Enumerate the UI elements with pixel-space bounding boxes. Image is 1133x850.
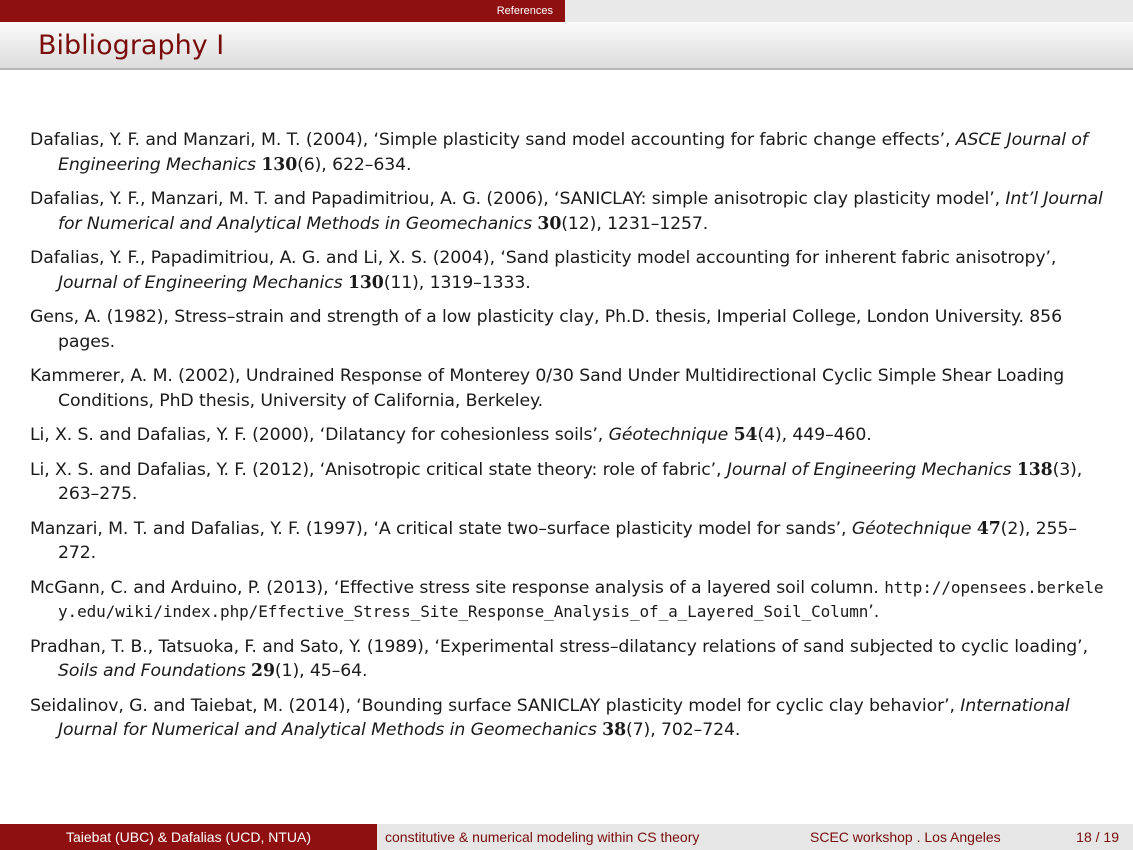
volume-number: 138 (1016, 459, 1053, 480)
footer-venue-page (760, 824, 1133, 850)
reference-url[interactable]: http://opensees.berkeley.edu/wiki/index.php/Effective_Stress_Site_Response_Analysis_of_a_Layered_Soil_Column (58, 577, 1104, 621)
footer-bar (0, 824, 1133, 850)
journal-title: Géotechnique (608, 425, 729, 445)
subsection-nav (565, 0, 1133, 22)
bib-entry: Li, X. S. and Dafalias, Y. F. (2000), ‘Dilatancy for cohesionless soils’, Géotechnique 54(4), 449–460. (30, 425, 872, 445)
footer-authors: Taiebat (UBC) & Dafalias (UCD, NTUA) (0, 824, 377, 850)
bib-entry: Dafalias, Y. F., Manzari, M. T. and Papadimitriou, A. G. (2006), ‘SANICLAY: simple anisotropic clay plasticity model’, Int’l Journal for Numerical and Analytical Methods in Geomechanics 30(12), 1231–1257. (30, 189, 1103, 234)
top-navigation-bar (0, 0, 1133, 22)
bib-entry: Dafalias, Y. F. and Manzari, M. T. (2004), ‘Simple plasticity sand model accounting for fabric change effects’, ASCE Journal of Engineering Mechanics 130(6), 622–634. (30, 130, 1088, 175)
journal-title: Journal of Engineering Mechanics (726, 459, 1012, 480)
volume-number: 38 (602, 720, 627, 740)
journal-title: International Journal for Numerical and Analytical Methods in Geomechanics (58, 695, 1070, 740)
page-title: Bibliography I (38, 30, 225, 61)
journal-title: Int’l Journal for Numerical and Analytical Methods in Geomechanics (58, 189, 1103, 234)
bib-entry: Manzari, M. T. and Dafalias, Y. F. (1997), ‘A critical state two–surface plasticity model for sands’, Géotechnique 47(2), 255–272. (30, 518, 1077, 563)
bibliography-list (30, 128, 1110, 753)
bib-entry: Li, X. S. and Dafalias, Y. F. (2012), ‘Anisotropic critical state theory: role of fabric’, Journal of Engineering Mechanics 138(3), 263–275. (30, 459, 1083, 504)
volume-number: 130 (261, 154, 298, 175)
journal-title: ASCE Journal of Engineering Mechanics (58, 130, 1088, 175)
frame-title-bar (0, 22, 1133, 70)
journal-title: Soils and Foundations (58, 661, 246, 681)
section-nav (0, 0, 565, 22)
journal-title: Journal of Engineering Mechanics (58, 272, 343, 293)
bib-entry: Gens, A. (1982), Stress–strain and strength of a low plasticity clay, Ph.D. thesis, Imperial College, London University. 856 pages. (30, 307, 1062, 352)
bib-entry: Pradhan, T. B., Tatsuoka, F. and Sato, Y. (1989), ‘Experimental stress–dilatancy relations of sand subjected to cyclic loading’, Soils and Foundations 29(1), 45–64. (30, 636, 1088, 681)
volume-number: 54 (733, 425, 758, 445)
bib-entry: Dafalias, Y. F., Papadimitriou, A. G. and Li, X. S. (2004), ‘Sand plasticity model accounting for inherent fabric anisotropy’, Journal of Engineering Mechanics 130(11), 1319–1333. (30, 248, 1057, 293)
footer-venue: SCEC workshop . Los Angeles (810, 829, 1001, 845)
bib-entry: Kammerer, A. M. (2002), Undrained Response of Monterey 0/30 Sand Under Multidirectional Cyclic Simple Shear Loading Conditions, PhD thesis, University of California, Berkeley. (30, 366, 1065, 411)
journal-title: Géotechnique (851, 518, 972, 539)
section-title[interactable]: References (496, 5, 553, 17)
volume-number: 130 (347, 272, 384, 293)
volume-number: 29 (251, 661, 275, 681)
bib-entry: Seidalinov, G. and Taiebat, M. (2014), ‘Bounding surface SANICLAY plasticity model for cyclic clay behavior’, International Journal for Numerical and Analytical Methods in Geomechanics 38(7), 702–724. (30, 695, 1070, 740)
volume-number: 30 (537, 213, 562, 234)
volume-number: 47 (976, 518, 1001, 539)
bib-entry: McGann, C. and Arduino, P. (2013), ‘Effective stress site response analysis of a layered soil column. http://opensees.berkeley.edu/wiki/index.php/Effective_Stress_Site_Response_Analysis_of_a_Layered_Soil_Column’. (30, 577, 1104, 622)
footer-talk-title: constitutive & numerical modeling within CS theory (377, 824, 760, 850)
page-number: 18 / 19 (1076, 829, 1119, 845)
